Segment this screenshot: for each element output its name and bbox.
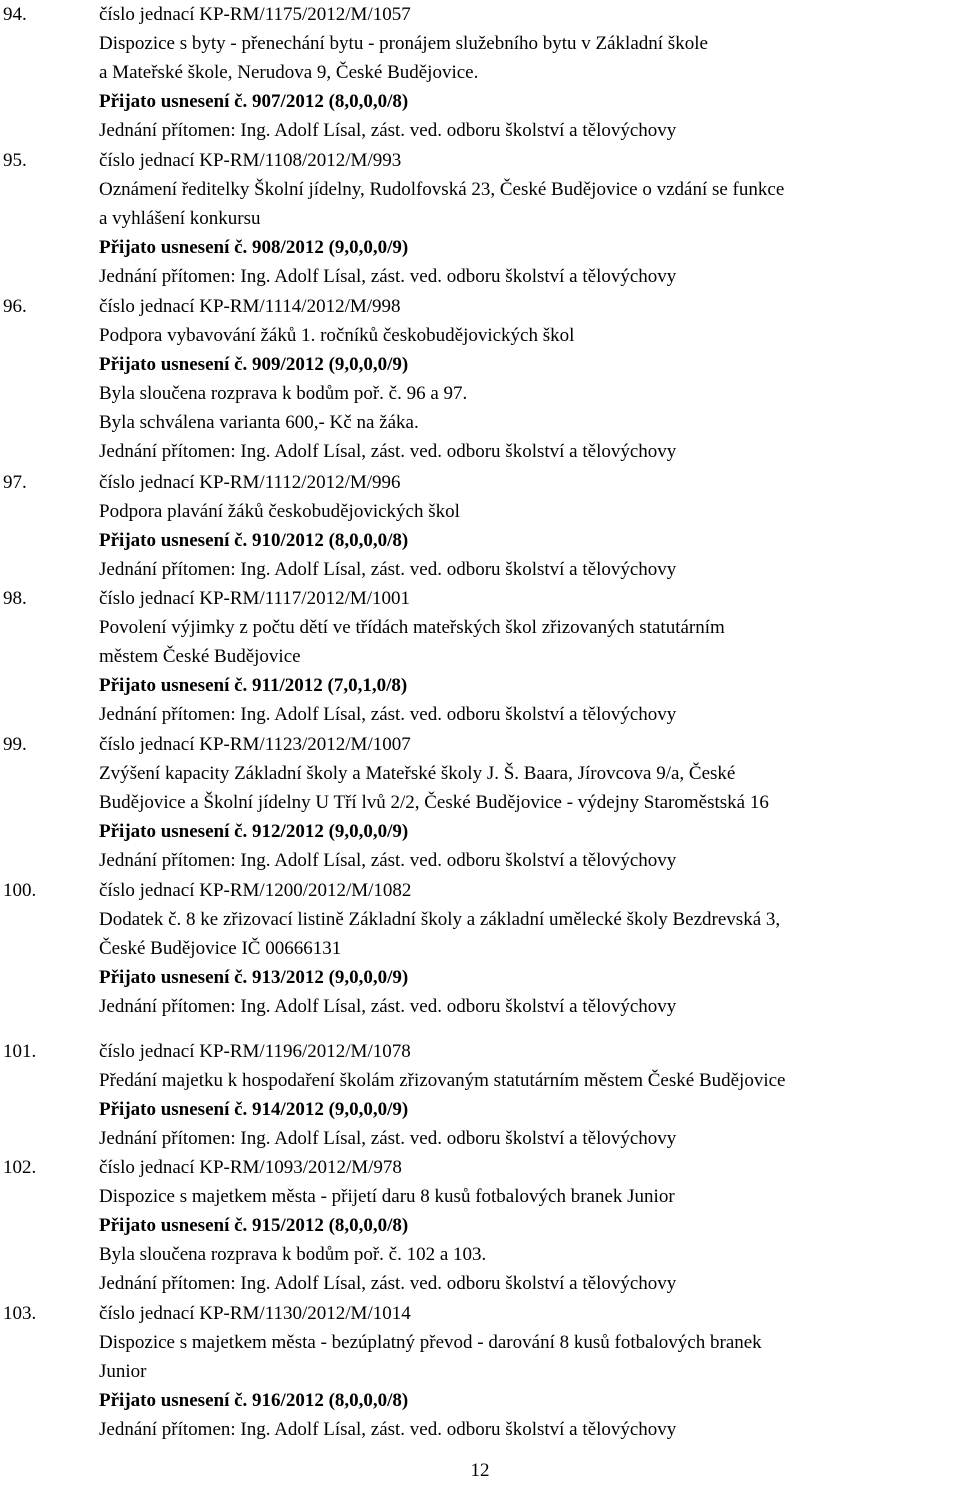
reference-number: číslo jednací KP-RM/1112/2012/M/996 bbox=[99, 472, 401, 493]
resolution-line: Přijato usnesení č. 909/2012 (9,0,0,0/9) bbox=[99, 354, 409, 375]
reference-number: číslo jednací KP-RM/1123/2012/M/1007 bbox=[99, 734, 411, 755]
item-text-line: Podpora plavání žáků českobudějovických škol bbox=[99, 501, 460, 522]
item-text-line: Zvýšení kapacity Základní školy a Mateřské školy J. Š. Baara, Jírovcova 9/a, České bbox=[99, 763, 736, 784]
item-text-line: Dodatek č. 8 ke zřizovací listině Základní školy a základní umělecké školy Bezdrevská 3, bbox=[99, 909, 781, 930]
item-text-line: Dispozice s majetkem města - bezúplatný převod - darování 8 kusů fotbalových branek bbox=[99, 1332, 762, 1353]
reference-number: číslo jednací KP-RM/1175/2012/M/1057 bbox=[99, 4, 411, 25]
item-text-line: Předání majetku k hospodaření školám zřizovaným statutárním městem České Budějovice bbox=[99, 1070, 786, 1091]
item-number: 96. bbox=[3, 296, 27, 317]
reference-number: číslo jednací KP-RM/1200/2012/M/1082 bbox=[99, 880, 412, 901]
agenda-item bbox=[0, 292, 676, 466]
reference-number: číslo jednací KP-RM/1108/2012/M/993 bbox=[99, 150, 402, 171]
attendee-line: Jednání přítomen: Ing. Adolf Lísal, zást. ved. odboru školství a tělovýchovy bbox=[99, 266, 677, 287]
resolution-line: Přijato usnesení č. 914/2012 (9,0,0,0/9) bbox=[99, 1099, 409, 1120]
item-number: 99. bbox=[3, 734, 27, 755]
attendee-line: Jednání přítomen: Ing. Adolf Lísal, zást. ved. odboru školství a tělovýchovy bbox=[99, 441, 677, 462]
attendee-line: Jednání přítomen: Ing. Adolf Lísal, zást. ved. odboru školství a tělovýchovy bbox=[99, 1419, 677, 1440]
agenda-item bbox=[0, 146, 784, 291]
item-text-line: Byla schválena varianta 600,- Kč na žáka. bbox=[99, 412, 419, 433]
agenda-item bbox=[0, 1299, 762, 1444]
item-number: 98. bbox=[3, 588, 27, 609]
agenda-item bbox=[0, 876, 780, 1021]
item-text-line: Podpora vybavování žáků 1. ročníků českobudějovických škol bbox=[99, 325, 575, 346]
item-number: 102. bbox=[3, 1157, 37, 1178]
item-text-line: Dispozice s majetkem města - přijetí daru 8 kusů fotbalových branek Junior bbox=[99, 1186, 675, 1207]
resolution-line: Přijato usnesení č. 916/2012 (8,0,0,0/8) bbox=[99, 1390, 409, 1411]
agenda-item bbox=[0, 468, 676, 584]
reference-number: číslo jednací KP-RM/1093/2012/M/978 bbox=[99, 1157, 402, 1178]
item-number: 94. bbox=[3, 4, 27, 25]
attendee-line: Jednání přítomen: Ing. Adolf Lísal, zást. ved. odboru školství a tělovýchovy bbox=[99, 120, 677, 141]
item-number: 103. bbox=[3, 1303, 37, 1324]
agenda-item bbox=[0, 1037, 785, 1153]
item-number: 97. bbox=[3, 472, 27, 493]
item-text-line: a Mateřské škole, Nerudova 9, České Budějovice. bbox=[99, 62, 479, 83]
attendee-line: Jednání přítomen: Ing. Adolf Lísal, zást. ved. odboru školství a tělovýchovy bbox=[99, 1273, 677, 1294]
resolution-line: Přijato usnesení č. 912/2012 (9,0,0,0/9) bbox=[99, 821, 409, 842]
attendee-line: Jednání přítomen: Ing. Adolf Lísal, zást. ved. odboru školství a tělovýchovy bbox=[99, 1128, 677, 1149]
item-number: 95. bbox=[3, 150, 27, 171]
item-number: 100. bbox=[3, 880, 37, 901]
attendee-line: Jednání přítomen: Ing. Adolf Lísal, zást. ved. odboru školství a tělovýchovy bbox=[99, 559, 677, 580]
reference-number: číslo jednací KP-RM/1117/2012/M/1001 bbox=[99, 588, 411, 609]
item-text-line: Byla sloučena rozprava k bodům poř. č. 96 a 97. bbox=[99, 383, 468, 404]
item-number: 101. bbox=[3, 1041, 37, 1062]
item-text-line: Junior bbox=[99, 1361, 147, 1382]
item-text-line: České Budějovice IČ 00666131 bbox=[99, 938, 342, 959]
item-text-line: Oznámení ředitelky Školní jídelny, Rudolfovská 23, České Budějovice o vzdání se funkce bbox=[99, 179, 785, 200]
attendee-line: Jednání přítomen: Ing. Adolf Lísal, zást. ved. odboru školství a tělovýchovy bbox=[99, 996, 677, 1017]
resolution-line: Přijato usnesení č. 915/2012 (8,0,0,0/8) bbox=[99, 1215, 409, 1236]
resolution-line: Přijato usnesení č. 908/2012 (9,0,0,0/9) bbox=[99, 237, 409, 258]
page-number: 12 bbox=[470, 1460, 490, 1481]
item-text-line: Povolení výjimky z počtu dětí ve třídách mateřských škol zřizovaných statutárním bbox=[99, 617, 725, 638]
agenda-item bbox=[0, 584, 725, 729]
resolution-line: Přijato usnesení č. 911/2012 (7,0,1,0/8) bbox=[99, 675, 408, 696]
item-text-line: Budějovice a Školní jídelny U Tří lvů 2/2, České Budějovice - výdejny Staroměstská 16 bbox=[99, 792, 769, 813]
agenda-item bbox=[0, 1153, 676, 1298]
item-text-line: a vyhlášení konkursu bbox=[99, 208, 261, 229]
resolution-line: Přijato usnesení č. 910/2012 (8,0,0,0/8) bbox=[99, 530, 409, 551]
item-text-line: Byla sloučena rozprava k bodům poř. č. 102 a 103. bbox=[99, 1244, 487, 1265]
attendee-line: Jednání přítomen: Ing. Adolf Lísal, zást. ved. odboru školství a tělovýchovy bbox=[99, 704, 677, 725]
resolution-line: Přijato usnesení č. 907/2012 (8,0,0,0/8) bbox=[99, 91, 409, 112]
reference-number: číslo jednací KP-RM/1196/2012/M/1078 bbox=[99, 1041, 411, 1062]
item-text-line: městem České Budějovice bbox=[99, 646, 301, 667]
resolution-line: Přijato usnesení č. 913/2012 (9,0,0,0/9) bbox=[99, 967, 409, 988]
attendee-line: Jednání přítomen: Ing. Adolf Lísal, zást. ved. odboru školství a tělovýchovy bbox=[99, 850, 677, 871]
reference-number: číslo jednací KP-RM/1130/2012/M/1014 bbox=[99, 1303, 411, 1324]
reference-number: číslo jednací KP-RM/1114/2012/M/998 bbox=[99, 296, 401, 317]
agenda-item bbox=[0, 0, 708, 145]
agenda-item bbox=[0, 730, 769, 875]
item-text-line: Dispozice s byty - přenechání bytu - pronájem služebního bytu v Základní škole bbox=[99, 33, 708, 54]
